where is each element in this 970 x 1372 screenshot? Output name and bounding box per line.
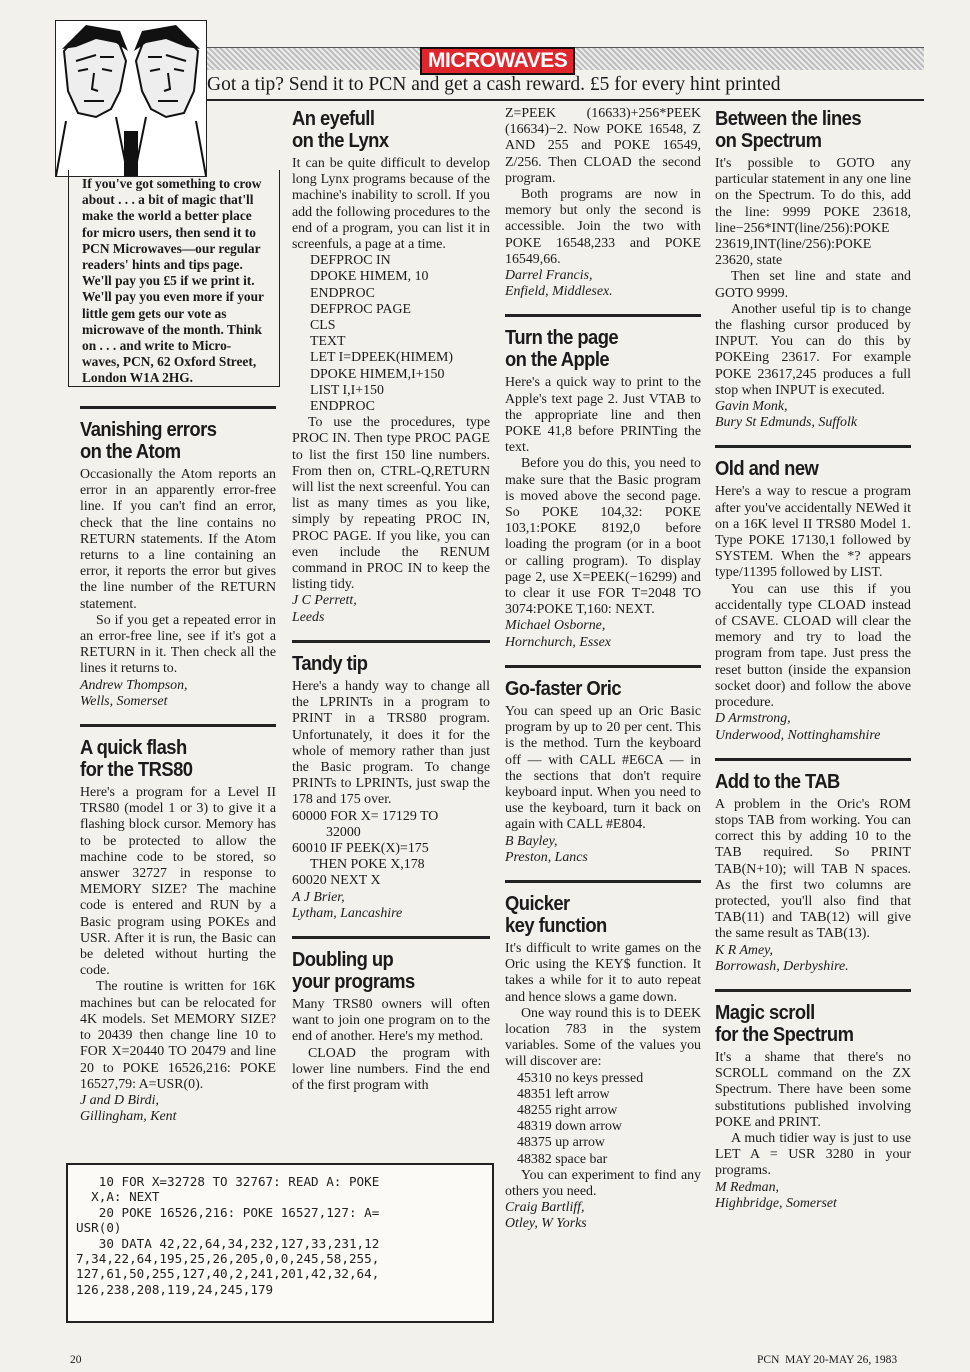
article-title-oric: Go-faster Oric <box>505 677 622 700</box>
paragraph: A problem in the Oric's ROM stops TAB from working. You can correct this by adding 10 to the TAB required. So PRINT TAB(N+10); will TAB N spaces. As the first two columns are protected, you'll also find that TAB(11) and TAB(12) will give the same result as TAB(13). <box>715 796 911 942</box>
paragraph: It's possible to GOTO any particular statement in any one line on the Spectrum. To do this, add the line: 9999 POKE 23618, line−256*INT(line/256):POKE 23619,INT(line/256):POKE 23620, state <box>715 156 911 269</box>
article-title-key-function: Quicker key function <box>505 892 607 937</box>
article-title-apple: Turn the page on the Apple <box>505 327 619 372</box>
article-title-old-new: Old and new <box>715 458 819 481</box>
paragraph: One way round this is to DEEK location 783 in the system variables. Some of the values you will discover are: <box>505 1005 701 1070</box>
divider <box>505 880 701 883</box>
article-title-atom: Vanishing errors on the Atom <box>80 419 217 463</box>
code-line: 32000 <box>326 824 361 840</box>
article-title-lynx: An eyefull on the Lynx <box>292 108 389 152</box>
byline: Craig Bartliff, Otley, W Yorks <box>505 1200 587 1232</box>
byline: B Bayley, Preston, Lancs <box>505 833 588 865</box>
byline: J and D Birdi, Gillingham, Kent <box>80 1092 177 1125</box>
code-line: DEFPROC PAGE <box>310 301 411 317</box>
code-line: LIST I,I+150 <box>310 382 384 398</box>
byline: D Armstrong, Underwood, Nottinghamshire <box>715 711 881 743</box>
article-title-tandy: Tandy tip <box>292 652 368 675</box>
paragraph: Another useful tip is to change the flashing cursor produced by INPUT. You can do this by POKEing 23617. For example POKE 23617,245 produces a full stop when INPUT is executed. <box>715 301 911 398</box>
page-number: 20 <box>70 1354 82 1366</box>
code-line: ENDPROC <box>310 285 375 301</box>
paragraph: So if you get a repeated error in an error-free line, see if it's got a RETURN in it. Then check all the lines it returns to. <box>80 612 276 677</box>
paragraph: A much tidier way is just to use LET A = USR 3280 in your programs. <box>715 1130 911 1179</box>
header-rule <box>207 99 924 101</box>
code-line: 60010 IF PEEK(X)=175 <box>292 840 429 856</box>
paragraph: You can experiment to find any others you need. <box>505 1167 701 1199</box>
paragraph: Here's a program for a Level II TRS80 (model 1 or 3) to give it a flashing block cursor. Memory has to be protected to allow the machine code to be stored, so answer 32727 in response to MEMORY SIZE? The machine code is entered and RUN by a Basic program using POKEs and USR. After it is run, the Basic can be deleted without hurting the code. <box>80 785 276 979</box>
paragraph: Then set line and state and GOTO 9999. <box>715 269 911 301</box>
paragraph: It's a shame that there's no SCROLL command on the ZX Spectrum. There have been some substitutions published involving POKE and PRINT. <box>715 1049 911 1130</box>
paragraph: Before you do this, you need to make sure that the Basic program is moved above the second page. So POKE 104,32: POKE 103,1:POKE 8192,0 before loading the program (or in a boot or calling program). To display page 2, use X=PEEK(−16299) and to clear it use FOR T=2048 TO 3074:POKE T,160: NEXT. <box>505 456 701 618</box>
divider <box>715 758 911 761</box>
divider <box>292 936 490 939</box>
page-tagline: Got a tip? Send it to PCN and get a cash reward. £5 for every hint printed <box>207 74 781 95</box>
column-1 <box>80 406 276 1125</box>
list-item: 48375 up arrow <box>517 1135 605 1151</box>
paragraph: Here's a handy way to change all the LPRINTs in a program to PRINT in a TRS80 program. Unfortunately, it does it for the whole of memory rather than just the Basic program. To change PRINTs to LPRINTs, just swap the 178 and 175 over. <box>292 678 490 808</box>
paragraph: CLOAD the program with lower line numbers. Find the end of the first program with <box>292 1045 490 1093</box>
column-4 <box>715 108 911 1212</box>
code-line: TEXT <box>310 334 346 350</box>
column-2 <box>292 108 490 1094</box>
article-title-spectrum: Between the lines on Spectrum <box>715 108 862 152</box>
list-item: 48382 space bar <box>517 1151 608 1167</box>
paragraph: It can be quite difficult to develop long Lynx programs because of the machine's inability to scroll. If you add the following procedures to the end of a program, you can list it in screenfuls, a page at a time. <box>292 156 490 253</box>
divider <box>80 406 276 409</box>
article-title-doubling: Doubling up your programs <box>292 948 415 993</box>
byline: J C Perrett, Leeds <box>292 593 357 625</box>
byline: M Redman, Highbridge, Somerset <box>715 1179 837 1211</box>
footer-masthead: PCN MAY 20-MAY 26, 1983 <box>757 1354 898 1366</box>
paragraph: You can use this if you accidentally type CLOAD instead of CSAVE. CLOAD will clear the memory and try to load the program from tape. Just press the reset button (inside the expansion socket door) and follow the above procedure. <box>715 581 911 711</box>
article-title-tab: Add to the TAB <box>715 770 840 793</box>
code-line: ENDPROC <box>310 399 375 415</box>
paragraph: You can speed up an Oric Basic program by up to 20 per cent. This is the method. Turn the keyboard off — with CALL #E6CA — in the sections that don't require keyboard input. When you need to use the keyboard, turn it back on again with CALL #E804. <box>505 703 701 833</box>
paragraph: Many TRS80 owners will often want to join one program on to the end of another. Here's my method. <box>292 996 490 1045</box>
list-item: 48255 right arrow <box>517 1102 618 1118</box>
code-line: THEN POKE X,178 <box>310 857 425 873</box>
divider <box>715 445 911 448</box>
twin-faces-illustration <box>55 20 207 177</box>
paragraph: It's difficult to write games on the Oric using the KEY$ function. It takes a while for it to auto repeat and hence slows a game down. <box>505 940 701 1005</box>
byline: Darrel Francis, Enfield, Middlesex. <box>505 268 613 300</box>
byline: Andrew Thompson, Wells, Somerset <box>80 677 188 709</box>
code-line: 60020 NEXT X <box>292 873 381 889</box>
code-listing: 10 FOR X=32728 TO 32767: READ A: POKE X,A: NEXT 20 POKE 16526,216: POKE 16527,127: A= USR(0) 30 DATA 42,22,64,34,232,127,33,231,12 7,34,22,64,195,25,26,205,0,0,245,58,255, 127,61,50,255,127,40,2,241,201,42,32,64, 126,238,208,119,24,245,179 <box>76 1174 380 1297</box>
paragraph: Here's a quick way to print to the Apple's text page 2. Just VTAB to the appropriate line and then POKE 41,8 before PRINTing the text. <box>505 375 701 456</box>
divider <box>505 314 701 317</box>
paragraph: Both programs are now in memory but only the second is accessible. Join the two with POKE 16548,233 and POKE 16549,66. <box>505 187 701 267</box>
byline: Gavin Monk, Bury St Edmunds, Suffolk <box>715 399 857 431</box>
article-title-scroll: Magic scroll for the Spectrum <box>715 1001 854 1046</box>
code-line: 60000 FOR X= 17129 TO <box>292 808 439 824</box>
code-line: DPOKE HIMEM, 10 <box>310 269 429 285</box>
byline: K R Amey, Borrowash, Derbyshire. <box>715 942 849 974</box>
divider <box>292 640 490 643</box>
paragraph: The routine is written for 16K machines but can be relocated for 4K models. Set MEMORY SIZE? to 20439 then change line 10 to FOR X=20440 TO 20479 and line 20 to POKE 16526,216: POKE 16527,79: A=USR(0). <box>80 979 276 1092</box>
code-line: LET I=DPEEK(HIMEM) <box>310 350 453 366</box>
list-item: 45310 no keys pressed <box>517 1070 644 1086</box>
paragraph: To use the procedures, type PROC IN. Then type PROC PAGE to list the first 150 line numbers. From then on, CTRL-Q,RETURN will list the next screenful. You can list as many times as you like, simply by repeating PROC IN, PROC PAGE. If you like, you can even include the RENUM command in PROC IN to keep the listing tidy. <box>292 415 490 593</box>
divider <box>715 989 911 992</box>
divider <box>505 665 701 668</box>
article-title-trs80-flash: A quick flash for the TRS80 <box>80 737 193 782</box>
paragraph: Occasionally the Atom reports an error in an apparently error-free line. If you can't find an error, check that the line contains no RETURN statements. If the Atom returns to a line containing an error, it reports the error but gives the line number of the RETURN statement. <box>80 467 276 612</box>
byline: Michael Osborne, Hornchurch, Essex <box>505 618 611 650</box>
byline: A J Brier, Lytham, Lancashire <box>292 889 403 921</box>
code-line: DPOKE HIMEM,I+150 <box>310 366 445 382</box>
paragraph: Z=PEEK (16633)+256*PEEK (16634)−2. Now POKE 16548, Z AND 255 and POKE 16549, Z/256. Then CLOAD the second program. <box>505 106 701 186</box>
intro-text: If you've got something to crow about . . . a bit of magic that'll make the world a better place for micro users, then send it to PCN Microwaves—our regular readers' hints and tips page. We'll pay you £5 if we print it. We'll pay you even more if your little gem gets our vote as microwave of the month. Think on . . . and write to Micro- waves, PCN, 62 Oxford Street, London W1A 2HG. <box>82 176 265 386</box>
code-line: DEFPROC IN <box>310 253 391 269</box>
list-item: 48351 left arrow <box>517 1086 610 1102</box>
list-item: 48319 down arrow <box>517 1119 622 1135</box>
paragraph: Here's a way to rescue a program after you've accidentally NEWed it on a 16K level II TRS80 Model 1. Type POKE 17130,1 followed by SYSTEM. When the *? appears type/11395 followed by LIST. <box>715 484 911 581</box>
microwaves-badge: MICROWAVES <box>420 47 575 75</box>
column-3 <box>505 106 701 1233</box>
code-line: CLS <box>310 318 336 334</box>
divider <box>80 724 276 727</box>
